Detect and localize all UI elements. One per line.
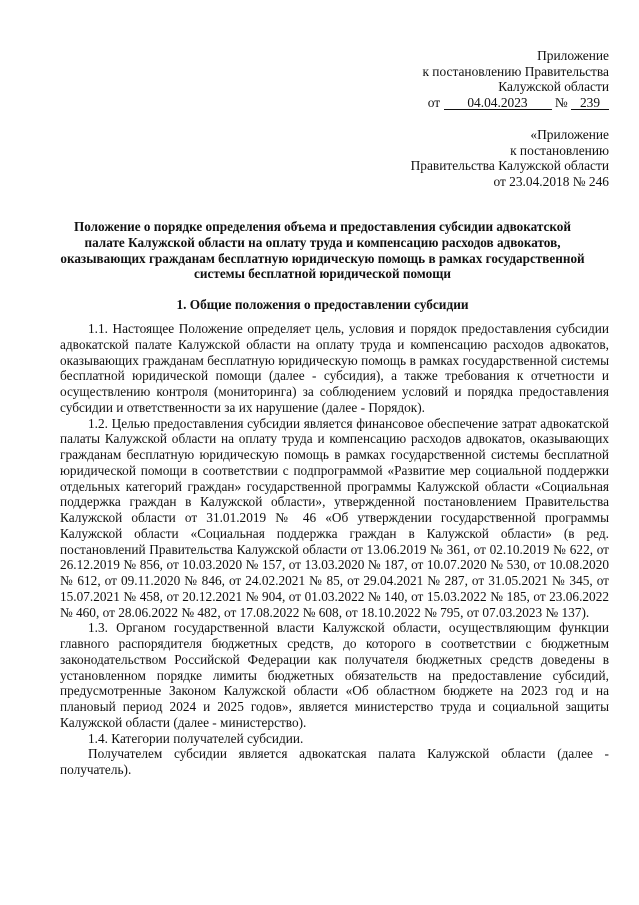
section-heading: 1. Общие положения о предоставлении субсидии [176, 297, 469, 312]
document-title: Положение о порядке определения объема и предоставления субсидии адвокатской палате Калужской области на оплату труда и компенсацию расходов адвокатов, оказывающих гражданам бесплатную юридическую помощь в рамках государственной системы бесплатной юридической помощи [60, 219, 585, 282]
approval-header [422, 48, 609, 110]
paragraph-1-1: 1.1. Настоящее Положение определяет цель, условия и порядок предоставления субсидии адвокатской палате Калужской области на оплату труда и компенсацию расходов адвокатов, оказывающих гражданам бесплатную юридическую помощь в рамках государственной системы бесплатной юридической помощи (далее - субсидия), а также требования к отчетности и осуществлению контроля (мониторинга) за соблюдением условий и порядка предоставления субсидии и ответственности за их нарушение (далее - Порядок). [60, 321, 609, 415]
original-line-2: к постановлению [510, 142, 609, 158]
paragraph-recipient: Получателем субсидии является адвокатская палата Калужской области (далее - получатель). [60, 746, 609, 777]
original-line-4: от 23.04.2018 № 246 [493, 173, 609, 189]
approval-date: 04.04.2023 [444, 96, 552, 110]
original-line-3: Правительства Калужской области [410, 158, 609, 174]
approval-date-number-line [422, 95, 609, 111]
approval-number: 239 [571, 96, 609, 110]
approval-line-1: Приложение [537, 48, 609, 63]
date-prefix: от [427, 94, 441, 110]
approval-line-3: Калужской области [498, 79, 609, 95]
original-header [411, 127, 609, 189]
approval-line-2: к постановлению Правительства [422, 63, 609, 79]
paragraph-1-4: 1.4. Категории получателей субсидии. [88, 730, 304, 746]
original-line-1: «Приложение [530, 127, 609, 142]
number-prefix: № [554, 94, 568, 110]
paragraph-1-2: 1.2. Целью предоставления субсидии является финансовое обеспечение затрат адвокатской палаты Калужской области на оплату труда и компенсацию расходов адвокатов, оказывающих гражданам бесплатную юридическую помощь в рамках государственной системы бесплатной юридической помощи в соответствии с подпрограммой «Развитие мер социальной поддержки отдельных категорий граждан» государственной программы Калужской области «Социальная поддержка граждан в Калужской области», утвержденной постановлением Правительства Калужской области от 31.01.2019 № 46 «Об утверждении государственной программы Калужской области «Социальная поддержка граждан в Калужской области» (в ред. постановлений Правительства Калужской области от 13.06.2019 № 361, от 02.10.2019 № 622, от 26.12.2019 № 856, от 10.03.2020 № 157, от 13.03.2020 № 187, от 10.07.2020 № 530, от 10.08.2020 № 612, от 09.11.2020 № 846, от 24.02.2021 № 85, от 29.04.2021 № 287, от 31.05.2021 № 345, от 15.07.2021 № 458, от 20.12.2021 № 904, от 01.03.2022 № 140, от 15.03.2022 № 185, от 23.06.2022 № 460, от 28.06.2022 № 482, от 17.08.2022 № 608, от 18.10.2022 № 795, от 07.03.2023 № 137). [60, 415, 609, 620]
paragraph-1-3: 1.3. Органом государственной власти Калужской области, осуществляющим функции главного распорядителя бюджетных средств, до которого в соответствии с бюджетным законодательством Российской Федерации как получателя бюджетных средств доведены в установленном порядке лимиты бюджетных обязательств на предоставление субсидий, предусмотренные Законом Калужской области «Об областном бюджете на 2023 год и на плановый период 2024 и 2025 годов», является министерство труда и социальной защиты Калужской области (далее - министерство). [60, 620, 609, 730]
document-body [60, 321, 609, 778]
